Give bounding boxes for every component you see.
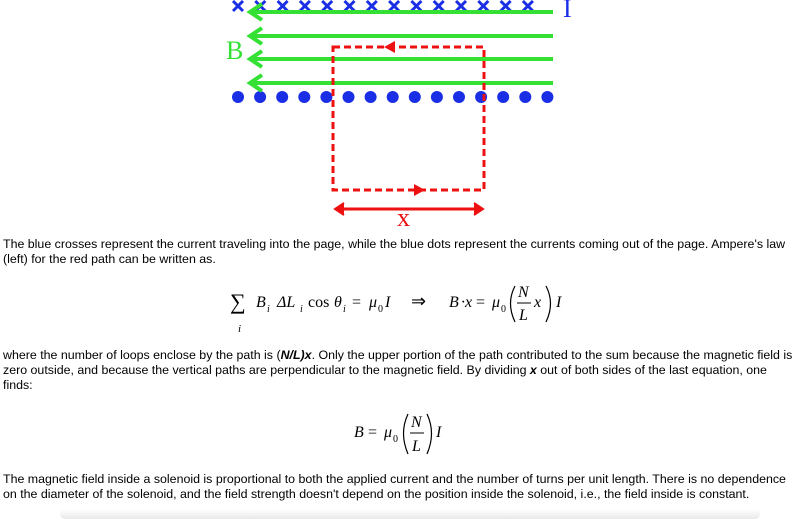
svg-text:i: i [343, 304, 346, 315]
field-line [250, 51, 553, 67]
cross-mark [501, 1, 511, 11]
current-out-of-page-dots [232, 91, 553, 103]
eq2-N: N [411, 414, 422, 431]
cross-mark [523, 1, 533, 11]
current-into-page-crosses [233, 1, 533, 11]
dot-mark [232, 91, 244, 103]
scroll-shadow [60, 509, 760, 519]
eq2-I: I [436, 424, 442, 441]
dot-mark [298, 91, 310, 103]
eq2-B: B [354, 424, 364, 441]
dot-mark [320, 91, 332, 103]
cross-mark [233, 1, 243, 11]
dot-mark [409, 91, 421, 103]
svg-text:I: I [556, 294, 562, 311]
solenoid-diagram [0, 0, 800, 232]
dot-mark [254, 91, 266, 103]
dot-mark [541, 91, 553, 103]
cross-mark [478, 1, 488, 11]
paragraph-explanation: where the number of loops enclose by the path is (N/L)x. Only the upper portion of the path contributed to the sum because the magnetic field is zero outside, and because the vertical paths are perpendicular to the magnetic field. By dividing x out of both sides of the last equation, one finds: [3, 348, 793, 392]
dot-mark [497, 91, 509, 103]
dot-mark [453, 91, 465, 103]
label-B: B [226, 36, 244, 65]
svg-text:=: = [476, 294, 486, 311]
cross-mark [367, 1, 377, 11]
label-x: x [397, 203, 410, 232]
eq1-mu: μ [369, 294, 378, 311]
eq1-cos: cos [308, 294, 330, 311]
loop-rectangle [333, 47, 484, 190]
cross-mark [389, 1, 399, 11]
eq1-theta: θ [334, 294, 342, 311]
svg-text:i: i [300, 304, 303, 315]
eq2-L: L [412, 438, 421, 455]
svg-text:0: 0 [378, 304, 383, 315]
amperian-loop [333, 41, 484, 215]
dot-mark [519, 91, 531, 103]
dot-mark [431, 91, 443, 103]
eq1-B: B [256, 294, 266, 311]
equation-solenoid-field [352, 410, 462, 467]
eq1-rhs-B: B [449, 294, 459, 311]
eq1-N: N [518, 284, 529, 301]
paragraph-intro: The blue crosses represent the current traveling into the page, while the blue dots represent the currents coming out of the page. Ampere's law (left) for the red path can be written as. [3, 237, 786, 266]
label-I: I [563, 0, 572, 23]
dot-mark [387, 91, 399, 103]
implies-arrow: ⇒ [411, 291, 427, 311]
cross-mark [322, 1, 332, 11]
eq2-mu: μ [384, 424, 393, 441]
cross-mark [300, 1, 310, 11]
field-line [250, 28, 553, 44]
paragraph-conclusion: The magnetic field inside a solenoid is proportional to both the applied current and the number of turns per unit length. There is no dependence on the diameter of the solenoid, and the field strength doesn't depend on the position inside the solenoid, i.e., the field inside is constant. [3, 472, 786, 501]
sum-index: i [238, 323, 242, 335]
equation-amperes-law [228, 282, 588, 343]
dot-mark [343, 91, 355, 103]
cross-mark [456, 1, 466, 11]
loop-arrow-top [384, 41, 395, 53]
eq2-equals: = [368, 424, 378, 441]
eq1-I: I [385, 294, 391, 311]
field-line [250, 75, 553, 91]
svg-text:·x: ·x [461, 294, 473, 311]
loop-arrow-bottom [414, 184, 425, 196]
eq1-equals: = [352, 294, 362, 311]
svg-text:i: i [267, 304, 270, 315]
dot-mark [365, 91, 377, 103]
length-x-arrow-right [474, 203, 483, 215]
cross-mark [278, 1, 288, 11]
cross-mark [345, 1, 355, 11]
eq1-dL: ΔL [277, 294, 296, 311]
dot-mark [276, 91, 288, 103]
svg-text:x: x [534, 294, 542, 311]
cross-mark [434, 1, 444, 11]
cross-mark [411, 1, 421, 11]
svg-text:0: 0 [393, 434, 398, 445]
svg-text:0: 0 [501, 304, 506, 315]
length-x-arrow-left [335, 203, 344, 215]
svg-text:μ: μ [492, 294, 501, 311]
eq1-L: L [519, 307, 528, 324]
sum-symbol: ∑ [230, 289, 246, 314]
